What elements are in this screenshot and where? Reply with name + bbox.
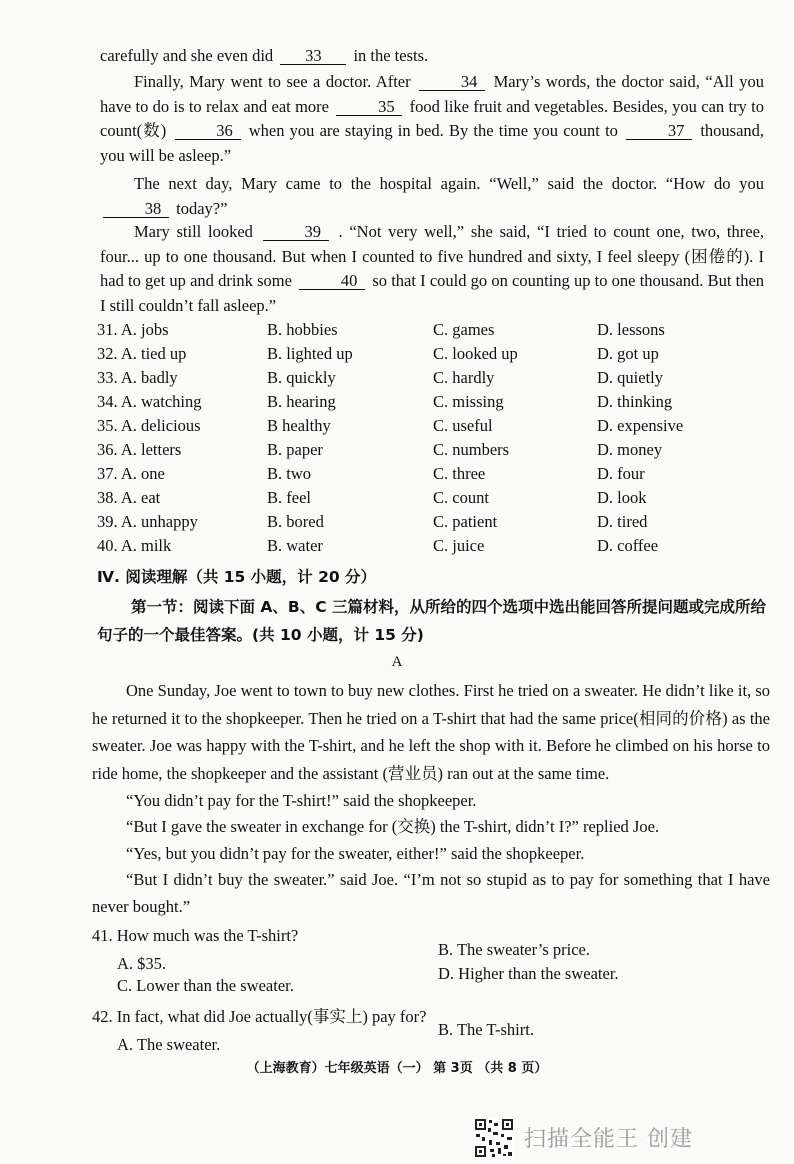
question-41-option-a[interactable]: A. $35. (117, 954, 167, 973)
subsection-instructions: 第一节：阅读下面 A、B、C 三篇材料，从所给的四个选项中选出能回答所提问题或完成所给句子的一个最佳答案。(共 10 小题，计 15 分) (97, 598, 766, 644)
option-d[interactable]: D. lessons (597, 320, 665, 339)
option-a[interactable]: 38. A. eat (97, 488, 161, 507)
passage-paragraph-3: “But I gave the sweater in exchange for (交换) the T-shirt, didn’t I?” replied Joe. (126, 817, 660, 836)
option-a[interactable]: 32. A. tied up (97, 344, 187, 363)
option-a[interactable]: 40. A. milk (97, 536, 172, 555)
option-b[interactable]: B. hobbies (267, 320, 338, 339)
option-row (97, 416, 777, 440)
passage-paragraph-2: “You didn’t pay for the T-shirt!” said the shopkeeper. (126, 791, 477, 810)
passage-paragraph-5: “But I didn’t buy the sweater.” said Joe. “I’m not so stupid as to pay for something that I have never bought.” (92, 870, 770, 916)
option-d[interactable]: D. got up (597, 344, 659, 363)
option-row (97, 392, 777, 416)
blank-35[interactable]: 35 (336, 98, 402, 116)
question-41-option-d[interactable]: D. Higher than the sweater. (438, 964, 619, 983)
passage-paragraph-4: “Yes, but you didn’t pay for the sweater, either!” said the shopkeeper. (126, 844, 585, 863)
text: today?” (176, 198, 228, 218)
option-a[interactable]: 36. A. letters (97, 440, 182, 459)
text: food like fruit and vegetables. Besides, you can try to count(数) (100, 96, 764, 140)
blank-39[interactable]: 39 (263, 223, 329, 241)
page-footer: （上海教育）七年级英语（一） 第 3页 （共 8 页） (246, 1061, 548, 1076)
option-a[interactable]: 33. A. badly (97, 368, 178, 387)
option-d[interactable]: D. money (597, 440, 663, 459)
question-41-stem: 41. How much was the T-shirt? (92, 926, 299, 945)
passage-label: A (391, 654, 403, 670)
option-d[interactable]: D. coffee (597, 536, 659, 555)
option-b[interactable]: B. quickly (267, 368, 336, 387)
cloze-paragraph-1 (100, 44, 764, 69)
text: Finally, Mary went to see a doctor. After (134, 72, 411, 91)
blank-37[interactable]: 37 (626, 122, 692, 140)
option-b[interactable]: B. paper (267, 440, 323, 459)
cloze-paragraph-4 (100, 220, 764, 318)
text: carefully and she even did (100, 46, 274, 65)
text: . “Not very well,” she said, “I tried to count one, two, three, four... up to one thousand. But when I counted to five hundred and sixty, I feel sleepy (困倦的). I had to get up and drink some (100, 222, 765, 290)
option-d[interactable]: D. tired (597, 512, 648, 531)
question-42-option-b[interactable]: B. The T-shirt. (438, 1020, 534, 1039)
option-c[interactable]: C. hardly (433, 368, 495, 387)
option-c[interactable]: C. games (433, 320, 495, 339)
blank-40[interactable]: 40 (299, 272, 365, 290)
option-b[interactable]: B healthy (267, 416, 331, 435)
option-b[interactable]: B. feel (267, 488, 311, 507)
blank-33[interactable]: 33 (280, 47, 346, 65)
option-b[interactable]: B. two (267, 464, 312, 483)
cloze-options (97, 320, 777, 560)
option-d[interactable]: D. expensive (597, 416, 684, 435)
blank-38[interactable]: 38 (103, 200, 169, 218)
blank-34[interactable]: 34 (419, 73, 485, 91)
passage-paragraph-1: One Sunday, Joe went to town to buy new clothes. First he tried on a sweater. He didn’t like it, so he returned it to the shopkeeper. Then he tried on a T-shirt that had the same price(相同的价格) as the sweater. Joe was happy with the T-shirt, and he left the shop with it. Before he climbed on his horse to ride home, the shopkeeper and the assistant (营业员) ran out at the same time. (92, 681, 770, 783)
option-row (97, 512, 777, 536)
option-b[interactable]: B. hearing (267, 392, 336, 411)
text: when you are staying in bed. By the time you count to (248, 121, 618, 140)
section-title: Ⅳ. 阅读理解（共 15 小题，计 20 分） (97, 568, 377, 586)
option-c[interactable]: C. missing (433, 392, 504, 411)
cloze-paragraph-2 (100, 70, 764, 168)
option-a[interactable]: 35. A. delicious (97, 416, 201, 435)
qr-code-icon (474, 1118, 514, 1158)
option-row (97, 536, 777, 560)
option-row (97, 344, 777, 368)
blank-36[interactable]: 36 (175, 122, 241, 140)
question-41-option-c[interactable]: C. Lower than the sweater. (117, 976, 294, 995)
option-a[interactable]: 31. A. jobs (97, 320, 169, 339)
cloze-paragraph-3 (100, 172, 764, 221)
option-row (97, 464, 777, 488)
option-row (97, 488, 777, 512)
option-c[interactable]: C. useful (433, 416, 493, 435)
option-c[interactable]: C. looked up (433, 344, 518, 363)
text: Mary still looked (134, 222, 253, 241)
option-row (97, 320, 777, 344)
option-d[interactable]: D. four (597, 464, 645, 483)
option-b[interactable]: B. water (267, 536, 323, 555)
scanner-watermark: 扫描全能王 创建 (524, 1127, 693, 1152)
option-a[interactable]: 37. A. one (97, 464, 165, 483)
option-row (97, 368, 777, 392)
option-a[interactable]: 39. A. unhappy (97, 512, 198, 531)
option-d[interactable]: D. look (597, 488, 647, 507)
option-c[interactable]: C. numbers (433, 440, 510, 459)
text: The next day, Mary came to the hospital again. “Well,” said the doctor. “How do you (134, 174, 764, 193)
option-row (97, 440, 777, 464)
question-42-stem: 42. In fact, what did Joe actually(事实上) pay for? (92, 1007, 427, 1026)
option-d[interactable]: D. thinking (597, 392, 673, 411)
text: thousand, you will be asleep.” (100, 121, 765, 165)
text: so that I could go on counting up to one thousand. But then I still couldn’t fall asleep.” (100, 271, 765, 315)
option-c[interactable]: C. juice (433, 536, 485, 555)
option-c[interactable]: C. count (433, 488, 489, 507)
option-c[interactable]: C. three (433, 464, 486, 483)
option-d[interactable]: D. quietly (597, 368, 663, 387)
option-b[interactable]: B. lighted up (267, 344, 353, 363)
text: in the tests. (353, 46, 429, 65)
option-b[interactable]: B. bored (267, 512, 324, 531)
question-41-option-b[interactable]: B. The sweater’s price. (438, 940, 590, 959)
option-a[interactable]: 34. A. watching (97, 392, 202, 411)
question-42-option-a[interactable]: A. The sweater. (117, 1035, 221, 1054)
option-c[interactable]: C. patient (433, 512, 498, 531)
text: Mary’s words, the doctor said, “All you have to do is to relax and eat more (100, 72, 764, 116)
